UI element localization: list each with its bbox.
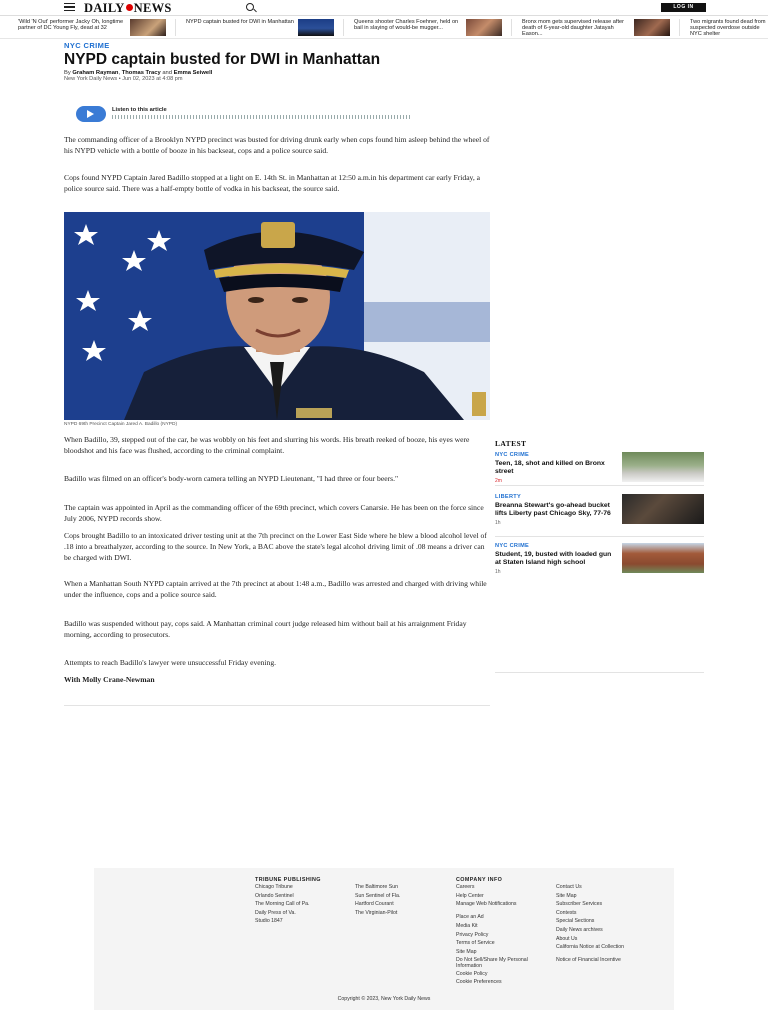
footer-link[interactable]: The Virginian-Pilot [355, 909, 398, 916]
latest-item[interactable] [495, 543, 705, 589]
footer-link[interactable]: Chicago Tribune [255, 884, 293, 890]
strip-thumbnail [130, 19, 166, 36]
footer-link[interactable]: Careers [456, 884, 475, 890]
article-headline: NYPD captain busted for DWI in Manhattan [64, 51, 381, 68]
latest-item-age: 1h [495, 569, 501, 576]
latest-item-category[interactable]: NYC CRIME [495, 543, 530, 549]
latest-item-age: 2m [495, 478, 502, 485]
article-end-divider [64, 705, 490, 706]
article-paragraph: Badillo was suspended without pay, cops said. A Manhattan criminal court judge released him without bail at his arraignment Friday morning, according to prosecutors. [64, 619, 467, 639]
footer-link[interactable]: Studio 1847 [255, 918, 283, 925]
footer-link[interactable]: Contests [556, 909, 577, 916]
audio-label: Listen to this article [112, 107, 167, 113]
photo-caption: NYPD 69th Precinct Captain Jared A. Badillo (NYPD) [64, 422, 178, 427]
footer-link[interactable]: Orlando Sentinel [255, 892, 294, 899]
footer-link[interactable]: Subscriber Services [556, 901, 603, 908]
footer-link[interactable]: Do Not Sell/Share My Personal Information [456, 957, 528, 969]
article-paragraph: When Badillo, 39, stepped out of the car, he was wobbly on his feet and slurring his words. His breath reeked of booze, his eyes were bloodshot and his face was flushed, according to the criminal complaint. [64, 435, 470, 455]
strip-item-text: 'Wild 'N Out' performer Jacky Oh, longtime partner of DC Young Fly, dead at 32 [18, 19, 124, 32]
strip-item[interactable] [18, 19, 166, 37]
footer-link[interactable]: Media Kit [456, 923, 478, 929]
strip-item-text: Queens shooter Charles Foehner, held on bail in slaying of would-be mugger... [354, 19, 459, 32]
article-paragraph: The commanding officer of a Brooklyn NYPD precinct was busted for driving drunk early when cops found him asleep behind the wheel of his NYPD vehicle with a bottle of booze in his backseat, cops and a police source said. [64, 135, 490, 155]
dateline: New York Daily News • Jun 02, 2023 at 4:08 pm [64, 76, 183, 82]
strip-item[interactable] [186, 19, 334, 37]
footer-link[interactable]: Site Map [556, 892, 577, 899]
footer-link[interactable]: Privacy Policy [456, 931, 489, 938]
article-paragraph: When a Manhattan South NYPD captain arrived at the 7th precinct at about 1:48 a.m., Badillo was arrested and charged with driving while under the influence, cops and a police source said. [64, 579, 487, 599]
strip-item-text: NYPD captain busted for DWI in Manhattan [186, 19, 294, 25]
latest-item-age: 1h [495, 520, 501, 527]
sidebar-divider [495, 485, 704, 486]
latest-item-category[interactable]: LIBERTY [495, 494, 522, 500]
article-paragraph: Badillo was filmed on an officer's body-worn camera telling an NYPD Lieutenant, "I had three or four beers." [64, 474, 399, 483]
copyright: Copyright © 2023, New York Daily News [337, 996, 431, 1002]
author-link[interactable]: Graham Rayman [72, 70, 119, 76]
strip-item[interactable] [354, 19, 502, 37]
latest-item[interactable] [495, 452, 705, 498]
footer-link[interactable]: About Us [556, 935, 578, 942]
footer-link[interactable]: Terms of Service [456, 940, 495, 947]
play-icon[interactable] [76, 106, 106, 122]
footer-company-title: COMPANY INFO [456, 877, 503, 883]
footer-link[interactable]: Place an Ad [456, 914, 484, 921]
headline-strip [0, 15, 768, 39]
search-icon[interactable] [246, 3, 254, 11]
captain-portrait-image [64, 212, 490, 420]
footer-link[interactable]: Hartford Courant [355, 901, 394, 908]
article-paragraph: The captain was appointed in April as the commanding officer of the 69th precinct, which covers Canarsie. He has been on the force since July 2006, NYPD records show. [64, 503, 484, 523]
sidebar-divider [495, 536, 704, 537]
latest-item-title[interactable]: Teen, 18, shot and killed on Bronx street [495, 460, 605, 475]
latest-item-thumbnail[interactable] [622, 543, 704, 573]
article-paragraph: Cops brought Badillo to an intoxicated driver testing unit at the 7th precinct on the Lower East Side where he blew a blood alcohol level of .18 into a breathalyzer, according to the source. In New York, a BAC above the state's legal alcohol driving limit of .08 means a driver can be charged with DWI. [64, 531, 487, 562]
strip-item[interactable] [522, 19, 670, 37]
footer-link[interactable]: The Morning Call of Pa. [255, 901, 310, 908]
footer-tribune-title: TRIBUNE PUBLISHING [255, 877, 321, 883]
strip-item-text: Bronx mom gets supervised release after death of 6-year-old daughter Jatayah Eason... [522, 19, 624, 37]
latest-item-thumbnail[interactable] [622, 452, 704, 482]
menu-icon[interactable] [64, 3, 75, 11]
audio-player [74, 105, 489, 123]
site-footer [94, 868, 674, 1010]
sidebar-divider [495, 672, 704, 673]
byline-by: By [64, 70, 71, 76]
footer-link[interactable]: Contact Us [556, 884, 582, 890]
byline: By Graham Rayman, Thomas Tracy and Emma Seiwell [64, 70, 213, 76]
latest-item-title[interactable]: Breanna Stewart's go-ahead bucket lifts Liberty past Chicago Sky, 77-76 [495, 502, 611, 517]
article-paragraph: Cops found NYPD Captain Jared Badillo stopped at a light on E. 14th St. in Manhattan at 12:50 a.m.in his department car early Friday, a police source said. There was a half-empty bottle of vodka in his backseat, the source said. [64, 173, 481, 193]
strip-thumbnail [466, 19, 502, 36]
footer-link[interactable]: Site Map [456, 948, 477, 955]
latest-item[interactable] [495, 494, 705, 540]
footer-link[interactable]: Cookie Policy [456, 970, 488, 977]
contributor-credit: With Molly Crane-Newman [64, 675, 155, 684]
footer-link[interactable]: Manage Web Notifications [456, 901, 517, 908]
audio-waveform[interactable] [112, 115, 412, 119]
footer-link[interactable]: Daily Press of Va. [255, 909, 296, 916]
login-button[interactable]: LOG IN [661, 3, 706, 12]
latest-item-title[interactable]: Student, 19, busted with loaded gun at Staten Island high school [495, 551, 612, 566]
site-logo[interactable]: DAILY NEWS [84, 1, 172, 15]
article-kicker[interactable]: NYC CRIME [64, 41, 110, 50]
strip-item-text: Two migrants found dead from suspected overdose outside NYC shelter [690, 19, 766, 37]
footer-link[interactable]: Daily News archives [556, 927, 603, 933]
article-photo [64, 212, 490, 420]
footer-link[interactable]: California Notice at Collection [556, 944, 625, 951]
article-paragraph: Attempts to reach Badillo's lawyer were unsuccessful Friday evening. [64, 658, 277, 667]
byline-and: and [162, 70, 172, 76]
latest-item-category[interactable]: NYC CRIME [495, 452, 530, 458]
top-nav [0, 0, 768, 14]
latest-title: LATEST [495, 439, 527, 448]
author-link[interactable]: Emma Seiwell [173, 70, 213, 76]
strip-thumbnail [298, 19, 334, 36]
footer-link[interactable]: Notice of Financial Incentive [556, 957, 621, 964]
strip-item[interactable] [690, 19, 768, 37]
footer-link[interactable]: The Baltimore Sun [355, 884, 398, 890]
author-link[interactable]: Thomas Tracy [121, 70, 161, 76]
latest-item-thumbnail[interactable] [622, 494, 704, 524]
footer-link[interactable]: Cookie Preferences [456, 979, 502, 986]
footer-link[interactable]: Special Sections [556, 918, 595, 925]
strip-thumbnail [634, 19, 670, 36]
footer-link[interactable]: Help Center [456, 892, 484, 899]
footer-link[interactable]: Sun Sentinel of Fla. [355, 892, 401, 899]
